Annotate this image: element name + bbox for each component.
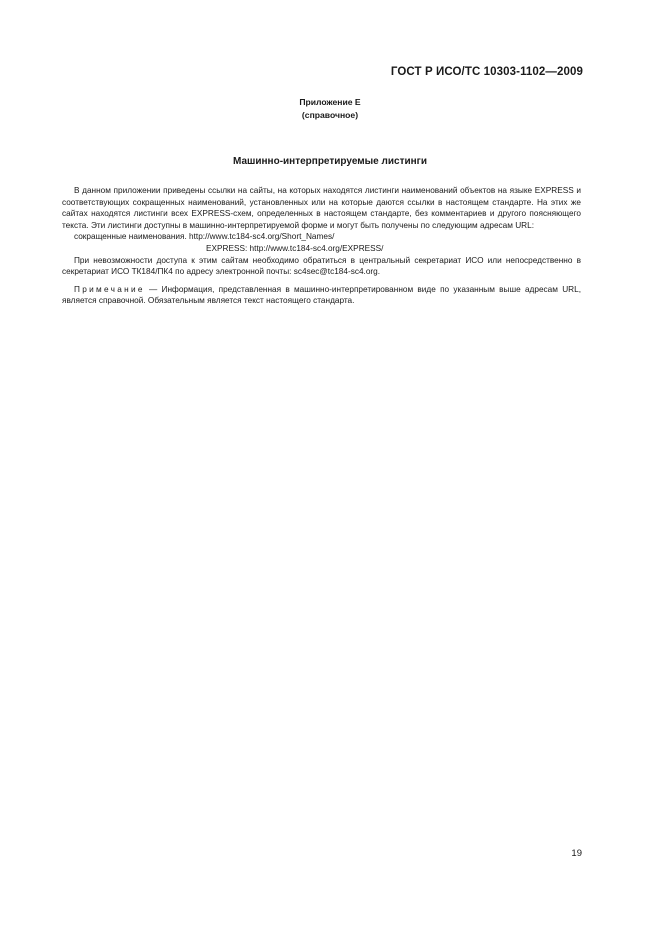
body-text [62, 185, 581, 307]
section-title: Машинно-интерпретируемые листинги [233, 156, 427, 167]
express-url-line: EXPRESS: http://www.tc184-sc4.org/EXPRESS/ [206, 243, 384, 253]
note-paragraph [62, 284, 581, 307]
page-number: 19 [571, 848, 582, 859]
annex-heading [240, 96, 420, 122]
note-text: — Информация, представленная в машинно-интерпретированном виде по указанным выше адресам URL, является справочной. Обязательным является текст настоящего стандарта. [62, 284, 581, 306]
standard-code-header: ГОСТ Р ИСО/ТС 10303-1102—2009 [390, 66, 583, 78]
intro-paragraph: В данном приложении приведены ссылки на сайты, на которых находятся листинги наименований объектов на языке EXPRESS и соответствующих сокращенных наименований, установленных или на которые даются ссылки в настоящем стандарте. На этих же сайтах находятся листинги всех EXPRESS-схем, определенных в настоящем стандарте, без комментариев и другого поясняющего текста. Эти листинги доступны в машинно-интерпретируемой форме и могут быть получены по следующим адресам URL: [62, 186, 581, 230]
annex-title: Приложение Е [299, 97, 361, 107]
note-label: Примечание [74, 284, 145, 294]
contact-paragraph: При невозможности доступа к этим сайтам необходимо обратиться в центральный секретариат ИСО или непосредственно в секретариат ИСО ТК184/ПК4 по адресу электронной почты: sc4sec@tc184-sc4.org. [62, 255, 581, 277]
annex-status: (справочное) [301, 110, 359, 120]
short-names-url-line: сокращенные наименования. http://www.tc184-sc4.org/Short_Names/ [74, 232, 335, 242]
